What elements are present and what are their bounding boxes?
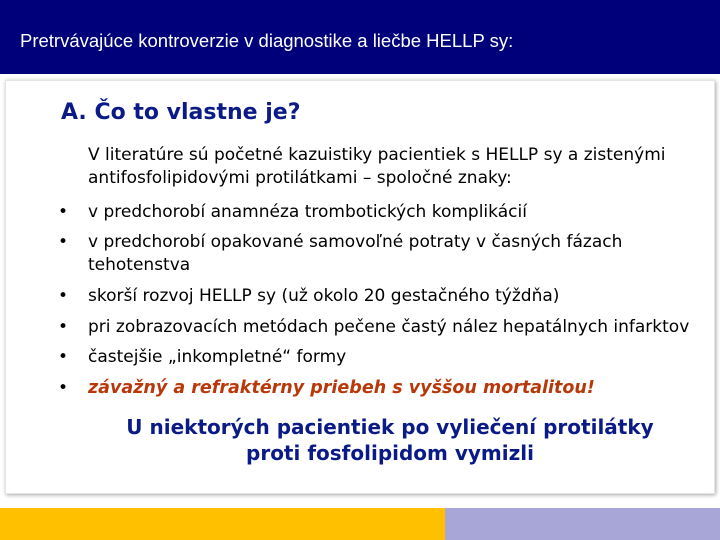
bullet-text: skorší rozvoj HELLP sy (už okolo 20 gestačného týždňa) — [88, 286, 560, 306]
slide-title: Pretrvávajúce kontroverzie v diagnostike a liečbe HELLP sy: — [20, 30, 514, 51]
bullet-text: v predchorobí opakované samovoľné potraty v časných fázach tehotenstva — [88, 232, 623, 275]
bullet-text: častejšie „inkompletné“ formy — [88, 347, 347, 367]
conclusion-text — [100, 414, 680, 466]
bullet-icon: • — [58, 232, 69, 252]
bullet-text: pri zobrazovacích metódach pečene častý nález hepatálnych infarktov — [88, 317, 690, 337]
bullet-icon: • — [58, 347, 69, 367]
section-heading: A. Čo to vlastne je? — [61, 100, 301, 125]
footer-bar-left — [0, 508, 445, 540]
intro-line-2: antifosfolipidovými protilátkami – spoločné znaky: — [88, 168, 512, 188]
footer-bar-right — [445, 508, 720, 540]
title-bar — [0, 0, 720, 74]
conclusion-line-1: U niektorých pacientiek po vyliečení protilátky — [126, 415, 654, 439]
bullet-icon: • — [58, 378, 69, 398]
bullet-icon: • — [58, 317, 69, 337]
intro-line-1: V literatúre sú početné kazuistiky pacientiek s HELLP sy a zistenými — [88, 145, 666, 165]
conclusion-line-2: proti fosfolipidom vymizli — [246, 441, 534, 465]
intro-paragraph — [88, 144, 708, 190]
bullet-icon: • — [58, 202, 69, 222]
bullet-text-emphasis: závažný a refraktérny priebeh s vyššou mortalitou! — [88, 378, 595, 398]
bullet-icon: • — [58, 286, 69, 306]
bullet-text: v predchorobí anamnéza trombotických komplikácií — [88, 202, 527, 222]
